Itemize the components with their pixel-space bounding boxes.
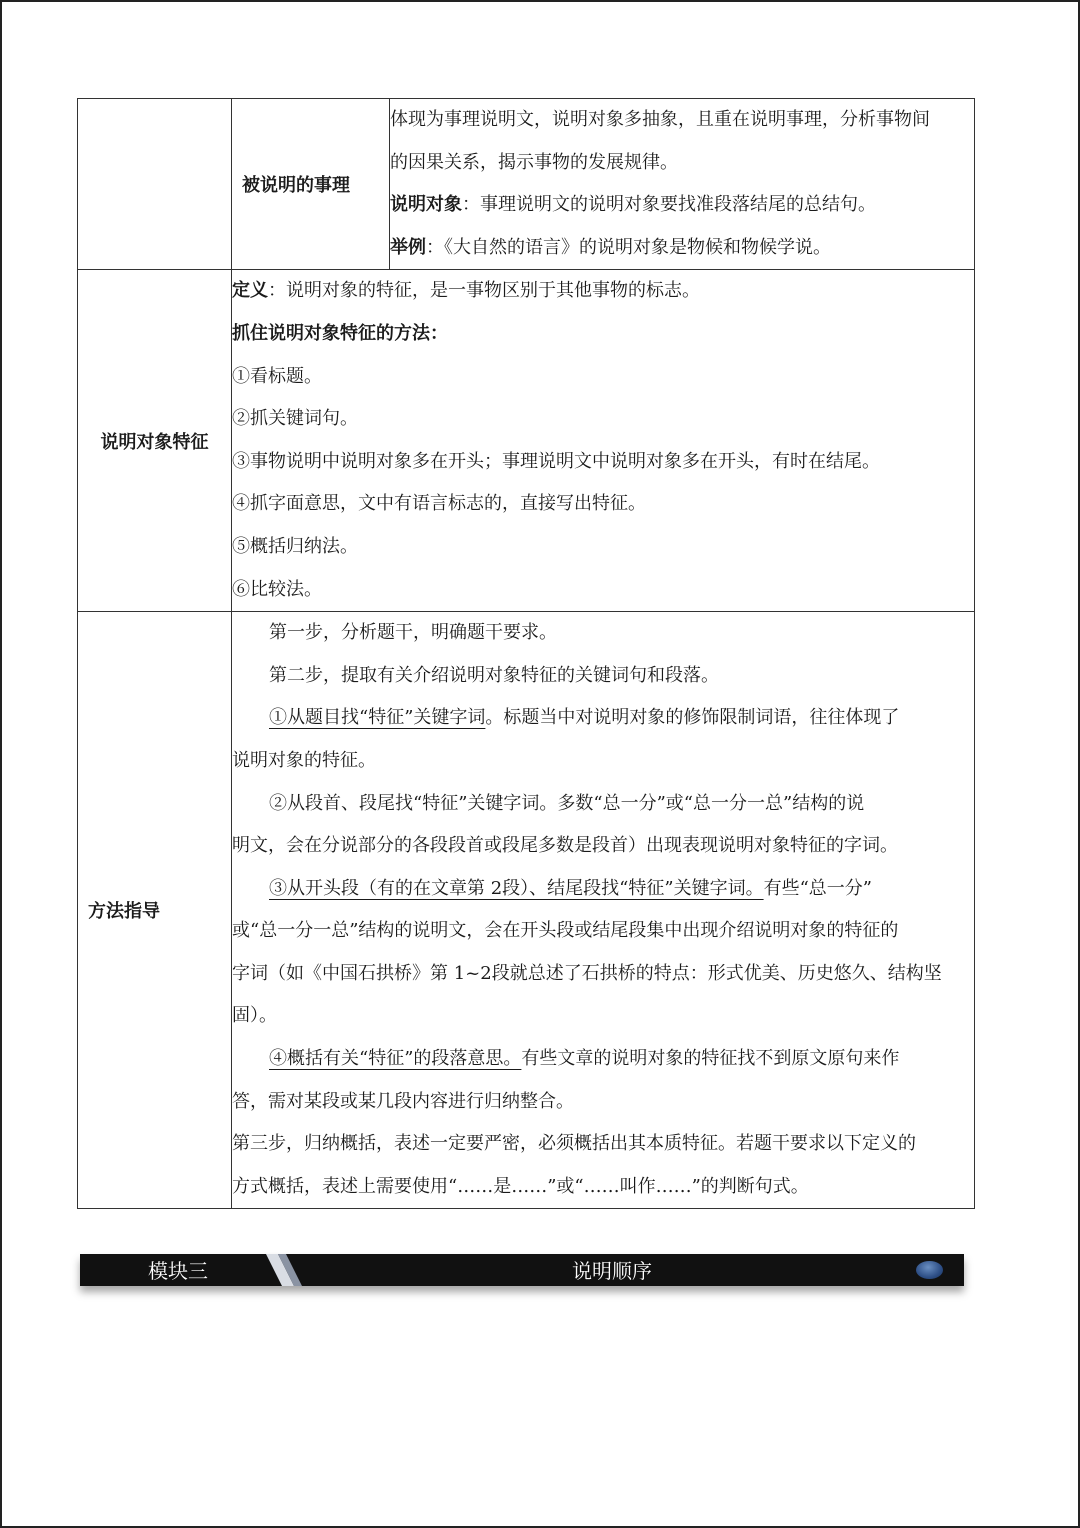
text-line: ②从段首、段尾找“特征”关键字词。多数“总一分”或“总一分一总”结构的说 [269,792,865,814]
text-line: 字词（如《中国石拱桥》第 1~2段就总述了石拱桥的特点：形式优美、历史悠久、结构坚 [232,962,942,984]
text-line: 明文，会在分说部分的各段段首或段尾多数是段首）出现表现说明对象特征的字词。 [232,835,898,857]
text-line: ①看标题。 [232,365,322,387]
row-label-described-principle: 被说明的事理 [232,99,390,270]
text-line: 固）。 [232,1005,277,1027]
text-line: 说明对象的特征。 [232,749,376,771]
text-line: 定义：说明对象的特征，是一事物区别于其他事物的标志。 [232,280,700,302]
text-line: 方式概括，表述上需要使用“……是……”或“……叫作……”的判断句式。 [232,1175,809,1197]
row-label-object-features: 说明对象特征 [78,270,232,612]
empty-cell [78,99,232,270]
text-line: ①从题目找“特征”关键字词。标题当中对说明对象的修饰限制词语，往往体现了 [269,707,900,729]
text-line: 抓住说明对象特征的方法： [232,322,448,344]
text-line: ③从开头段（有的在文章第 2段）、结尾段找“特征”关键字词。有些“总一分” [269,877,872,899]
text-line: 说明对象：事理说明文的说明对象要找准段落结尾的总结句。 [390,194,876,216]
module-label: 模块三 [148,1259,208,1283]
row-content [232,270,975,612]
text-line: 答，需对某段或某几段内容进行归纳整合。 [232,1090,574,1112]
banner-shape [80,1254,964,1286]
text-line: ②抓关键词句。 [232,408,358,430]
row-label-method-guide: 方法指导 [78,612,232,1209]
row-content [390,99,975,270]
table-row [78,99,975,270]
row-content [232,612,975,1209]
section-title: 说明顺序 [572,1259,652,1283]
text-line: 体现为事理说明文，说明对象多抽象，且重在说明事理，分析事物间 [390,109,930,130]
text-line: ④概括有关“特征”的段落意思。有些文章的说明对象的特征找不到原文原句来作 [269,1048,900,1070]
text-line: ④抓字面意思，文中有语言标志的，直接写出特征。 [232,493,646,515]
text-line: 举例：《大自然的语言》的说明对象是物候和物候学说。 [390,236,831,258]
text-line: ⑥比较法。 [232,578,322,600]
table-row [78,612,975,1209]
text-line: 或“总一分一总”结构的说明文，会在开头段或结尾段集中出现介绍说明对象的特征的 [232,920,899,942]
text-line: 第二步，提取有关介绍说明对象特征的关键词句和段落。 [269,664,719,686]
text-line: ③事物说明中说明对象多在开头；事理说明文中说明对象多在开头，有时在结尾。 [232,450,880,472]
table-row [78,270,975,612]
blue-dot-icon [916,1261,943,1279]
text-line: 第三步，归纳概括，表述一定要严密，必须概括出其本质特征。若题干要求以下定义的 [232,1133,916,1155]
text-line: 的因果关系，揭示事物的发展规律。 [390,151,678,173]
module-banner [80,1254,964,1286]
text-line: ⑤概括归纳法。 [232,535,358,557]
text-line: 第一步，分析题干，明确题干要求。 [269,622,557,644]
method-table [77,98,975,1209]
